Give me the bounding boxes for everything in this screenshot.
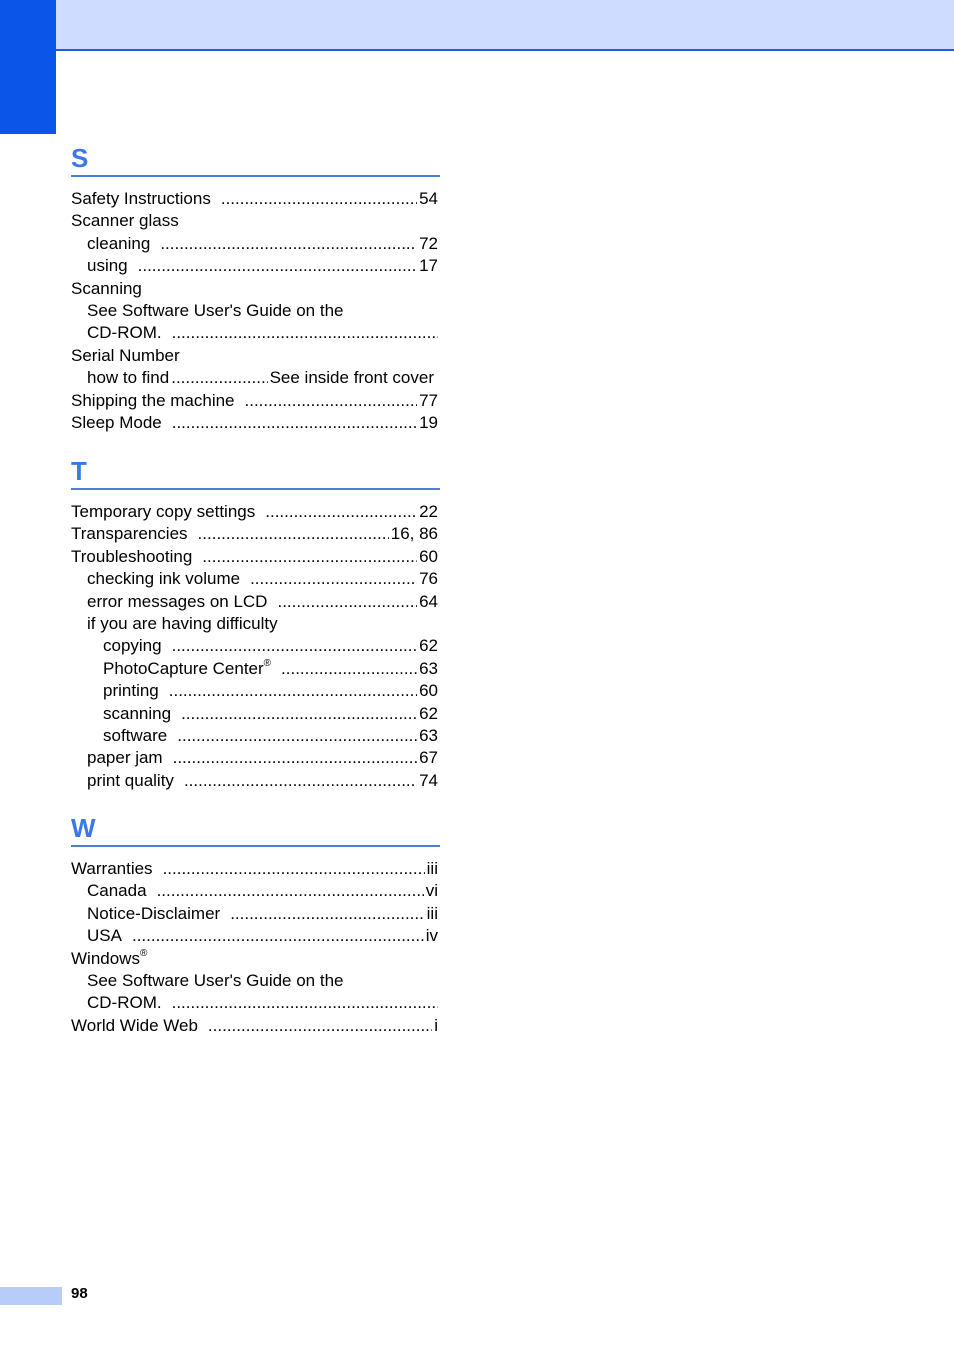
entry-page: 77 (419, 390, 438, 410)
entry-term (71, 948, 147, 970)
entry-term: Safety Instructions (71, 189, 211, 208)
index-entry (71, 412, 440, 434)
entry-term: See Software User's Guide on the (87, 300, 344, 320)
entry-term: Temporary copy settings (71, 502, 256, 521)
entry-page: 22 (419, 502, 438, 521)
entry-page: 16, 86 (390, 524, 438, 544)
entry-term: Scanner glass (71, 211, 179, 231)
dot-leader (250, 568, 417, 590)
entry-page: 62 (419, 636, 438, 656)
index-entry (71, 523, 440, 545)
index-subentry (71, 880, 440, 902)
entry-term: Serial Number (71, 345, 180, 365)
entry-term: Troubleshooting (71, 546, 193, 566)
entry-term: Shipping the machine (71, 390, 235, 410)
entry-term: CD-ROM. (87, 323, 162, 343)
entry-page: 54 (419, 189, 438, 208)
entry-page: 60 (419, 546, 438, 566)
entry-page: 63 (419, 658, 438, 678)
chapter-tab (0, 0, 56, 134)
dot-leader (172, 635, 417, 657)
index-entry (71, 546, 440, 568)
entry-page: 72 (419, 233, 438, 253)
entry-term: using (87, 256, 128, 276)
index-section-t (71, 454, 440, 792)
index-entry (71, 501, 440, 523)
index-entry (71, 210, 440, 232)
entry-term (103, 658, 271, 680)
entry-term: copying (103, 636, 162, 656)
index-entry (71, 345, 440, 367)
section-rule (71, 175, 440, 177)
index-subentry (71, 903, 440, 925)
dot-leader (132, 925, 424, 947)
entry-page: 67 (419, 748, 438, 768)
index-subsubentry (71, 703, 440, 725)
dot-leader (160, 233, 417, 255)
entry-term: Warranties (71, 859, 153, 878)
dot-leader (245, 390, 418, 412)
entry-term-text: PhotoCapture Center (103, 658, 264, 678)
entry-page: vi (425, 881, 438, 901)
dot-leader (202, 546, 417, 568)
index-entry (71, 948, 440, 970)
dot-leader (177, 725, 417, 747)
dot-leader (171, 367, 267, 389)
dot-leader (163, 858, 425, 880)
header-band (0, 0, 954, 51)
registered-mark: ® (139, 947, 148, 959)
entry-term: World Wide Web (71, 1015, 198, 1035)
section-rule (71, 488, 440, 490)
index-subentry (71, 322, 440, 344)
entry-term: Notice-Disclaimer (87, 903, 221, 923)
index-entry (71, 278, 440, 300)
dot-leader (208, 1015, 432, 1037)
entry-term: CD-ROM. (87, 993, 162, 1013)
registered-mark: ® (263, 657, 272, 669)
index-subentry (71, 255, 440, 277)
index-subsubentry (71, 635, 440, 657)
dot-leader (198, 523, 389, 545)
index-entry (71, 858, 440, 880)
dot-leader (138, 255, 417, 277)
entry-page: 64 (419, 591, 438, 611)
index-subsubentry (71, 725, 440, 747)
dot-leader (181, 703, 417, 725)
section-rule (71, 845, 440, 847)
dot-leader (172, 992, 438, 1014)
index-section-w (71, 811, 440, 1037)
index-entry (71, 188, 440, 210)
index-subentry (71, 367, 440, 389)
entry-page: 63 (419, 725, 438, 745)
entry-term: cleaning (87, 233, 151, 253)
dot-leader (169, 680, 417, 702)
dot-leader (221, 188, 417, 210)
index-subsubentry (71, 680, 440, 702)
entry-term: software (103, 725, 168, 745)
dot-leader (157, 880, 424, 902)
dot-leader (277, 591, 417, 613)
entry-term: how to find (87, 368, 170, 388)
index-subentry (71, 591, 440, 613)
index-subentry (71, 747, 440, 769)
footer-bar (0, 1287, 62, 1305)
entry-term: if you are having difficulty (87, 613, 278, 633)
dot-leader (172, 412, 417, 434)
section-letter: T (71, 456, 87, 486)
index-subentry (71, 970, 440, 992)
entry-term: Transparencies (71, 524, 188, 544)
entry-page: 76 (419, 569, 438, 589)
index-subentry (71, 613, 440, 635)
index-subsubentry (71, 658, 440, 680)
index-subentry (71, 300, 440, 322)
index-entry (71, 390, 440, 412)
index-subentry (71, 770, 440, 792)
dot-leader (281, 658, 417, 680)
entry-page: 60 (419, 681, 438, 701)
section-letter: S (71, 143, 89, 173)
entry-page: iii (426, 903, 438, 923)
section-letter: W (71, 813, 96, 843)
entry-note: See inside front cover (269, 368, 434, 388)
index-section-s (71, 141, 440, 434)
dot-leader (172, 322, 438, 344)
entry-term: checking ink volume (87, 569, 241, 589)
index-subentry (71, 925, 440, 947)
dot-leader (173, 747, 417, 769)
dot-leader (265, 501, 417, 523)
entry-page: i (434, 1015, 438, 1035)
entry-page: 74 (419, 770, 438, 790)
entry-term: print quality (87, 770, 174, 790)
entry-page: 19 (419, 412, 438, 432)
entry-term-text: Windows (71, 948, 140, 968)
entry-page: 62 (419, 703, 438, 723)
index-entry (71, 1015, 440, 1037)
entry-term: USA (87, 926, 122, 946)
index-subentry (71, 233, 440, 255)
entry-page: iii (426, 859, 438, 878)
entry-term: paper jam (87, 748, 163, 768)
entry-term: See Software User's Guide on the (87, 970, 344, 990)
entry-term: Canada (87, 881, 147, 901)
index-subentry (71, 992, 440, 1014)
page-number: 98 (71, 1285, 88, 1302)
entry-term: printing (103, 681, 159, 701)
dot-leader (184, 770, 417, 792)
index-subentry (71, 568, 440, 590)
entry-term: scanning (103, 703, 172, 723)
entry-term: error messages on LCD (87, 591, 268, 611)
entry-page: 17 (419, 256, 438, 276)
entry-page: iv (425, 926, 438, 946)
entry-term: Sleep Mode (71, 412, 162, 432)
dot-leader (230, 903, 424, 925)
entry-term: Scanning (71, 278, 142, 298)
